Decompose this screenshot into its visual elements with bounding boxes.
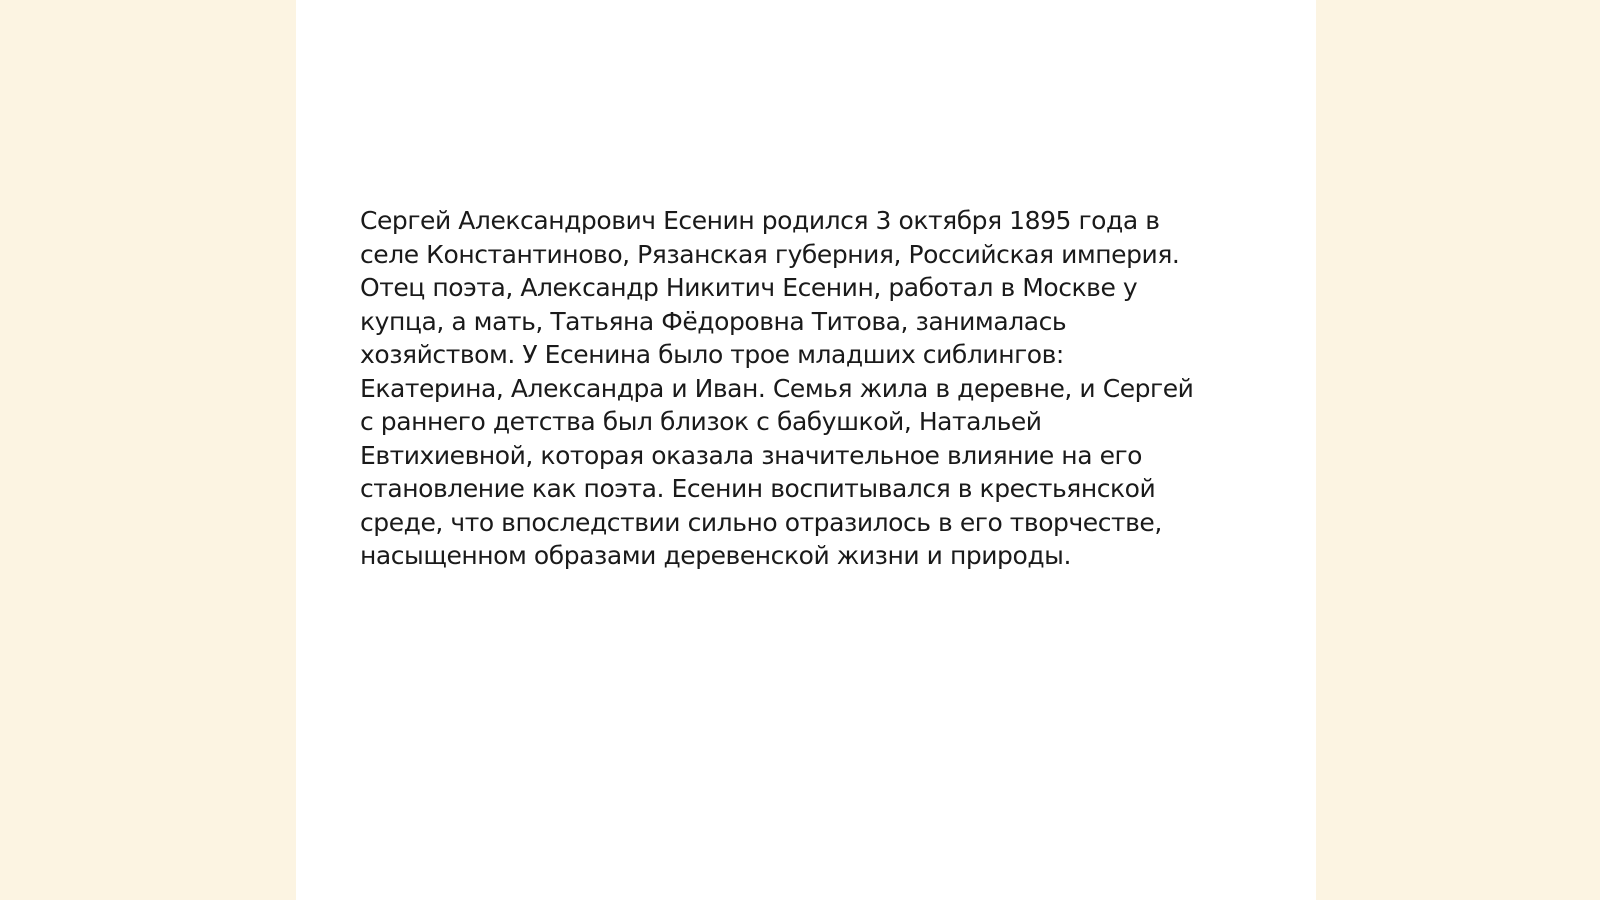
paragraph-line: Екатерина, Александра и Иван. Семья жила в деревне, и Сергей [360, 373, 1194, 403]
paragraph-line: купца, а мать, Татьяна Фёдоровна Титова, занималась [360, 306, 1067, 336]
right-background-panel [1316, 0, 1600, 900]
slide-canvas [296, 0, 1316, 900]
paragraph-line: становление как поэта. Есенин воспитывался в крестьянской [360, 474, 1156, 503]
paragraph-line: насыщенном образами деревенской жизни и природы. [360, 541, 1071, 570]
paragraph-line: Евтихиевной, которая оказала значительное влияние на его [360, 440, 1143, 470]
paragraph-line: с раннего детства был близок с бабушкой, Натальей [360, 407, 1042, 436]
biography-paragraph [360, 204, 1260, 573]
paragraph-line: Отец поэта, Александр Никитич Есенин, работал в Москве у [360, 273, 1138, 302]
paragraph-line: Сергей Александрович Есенин родился 3 октября 1895 года в [360, 206, 1160, 235]
paragraph-line: хозяйством. У Есенина было трое младших сиблингов: [360, 340, 1064, 369]
paragraph-line: селе Константиново, Рязанская губерния, Российская империя. [360, 239, 1180, 269]
left-background-panel [0, 0, 296, 900]
paragraph-line: среде, что впоследствии сильно отразилось в его творчестве, [360, 507, 1162, 537]
